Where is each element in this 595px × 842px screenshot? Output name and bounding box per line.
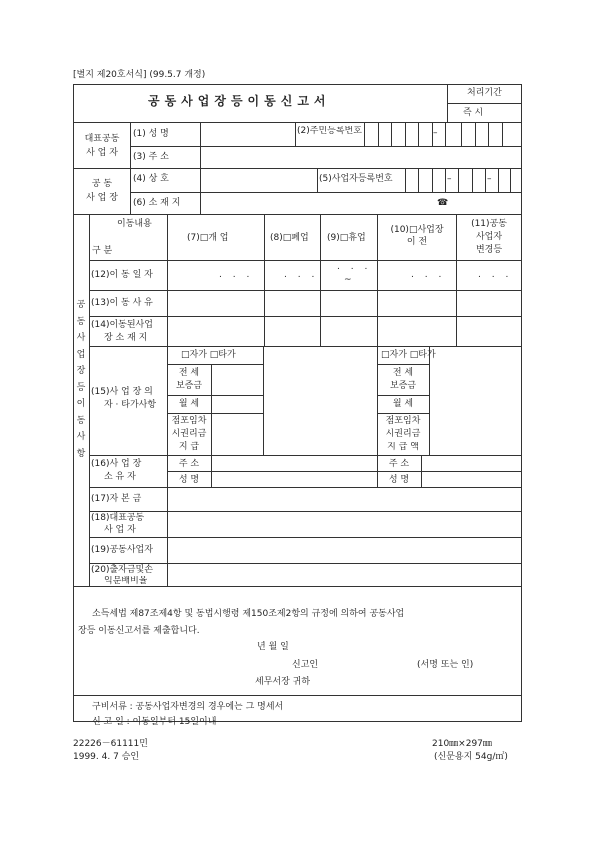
phone-icon: ☎ [437, 198, 449, 208]
premium-label-right-2: 시권리금 [385, 429, 421, 439]
col-open-checkbox[interactable]: (7)□개 업 [187, 233, 229, 243]
rep-name-label: (1) 성 명 [133, 129, 169, 139]
owner-name-label-left: 성 명 [178, 475, 200, 485]
col-partner-change-3: 변경등 [475, 245, 503, 255]
location-field[interactable] [201, 193, 431, 213]
rep-group-label-2: 사 업 자 [86, 148, 118, 158]
rep-address-label: (3) 주 소 [133, 152, 169, 162]
deposit-label-right-1: 전 세 [392, 368, 414, 378]
date-dots-open: . . . [219, 270, 254, 280]
row-ownership-label-2: 자 · 타가사항 [104, 400, 157, 410]
declarant-label: 신고인 [292, 660, 319, 670]
processing-period-label: 처리기간 [467, 88, 502, 98]
rep-name-field[interactable] [201, 123, 293, 145]
required-docs: 구비서류 : 공동사업자변경의 경우에는 그 명세서 [92, 702, 284, 712]
date-dots-partner: . . . [478, 270, 513, 280]
row-rep-partner-label-1: (18)대표공동 [91, 513, 145, 523]
premium-label-right-3: 지 급 액 [387, 442, 419, 452]
own-rent-checkbox-left[interactable]: □자가 □타가 [181, 350, 236, 360]
deposit-label-right-2: 보증금 [389, 381, 417, 391]
corner-bottom-label: 구 분 [92, 246, 113, 256]
rep-rrn-label: (2)주민등록번호 [297, 126, 362, 136]
row-rep-partner-label-2: 사 업 자 [104, 525, 136, 535]
row-capital-label: (17)자 본 금 [91, 494, 142, 504]
location-label: (6) 소 재 지 [133, 198, 181, 208]
paper-size: 210㎜×297㎜ [432, 739, 492, 749]
col-close-checkbox[interactable]: (8)□폐업 [270, 233, 309, 243]
approval-date: 1999. 4. 7 승인 [73, 752, 140, 762]
biz-group-label-2: 사 업 장 [86, 193, 118, 203]
processing-period-value: 즉 시 [463, 108, 484, 118]
deposit-label-left-1: 전 세 [178, 368, 200, 378]
trade-name-label: (4) 상 호 [133, 174, 169, 184]
col-suspend-checkbox[interactable]: (9)□휴업 [327, 233, 366, 243]
suspend-tilde: ~ [344, 275, 352, 285]
declaration-date: 년 월 일 [257, 642, 289, 652]
date-dots-close: . . . [284, 270, 319, 280]
premium-label-left-2: 시권리금 [171, 429, 207, 439]
owner-addr-label-right: 주 소 [388, 459, 410, 469]
row-owner-label-2: 소 유 자 [104, 472, 136, 482]
date-dots-relocate: . . . [411, 270, 446, 280]
trade-name-field[interactable] [201, 169, 315, 191]
row-owner-label-1: (16)사 업 장 [91, 459, 142, 469]
row-partners-label: (19)공동사업자 [91, 545, 153, 555]
col-partner-change-1: (11)공동 [471, 219, 507, 229]
row-ownership-label-1: (15)사 업 장 의 [91, 387, 153, 397]
date-dots-suspend-start: . . . [337, 262, 372, 272]
owner-name-label-right: 성 명 [388, 475, 410, 485]
row-new-location-label-2: 장 소 재 지 [104, 333, 148, 343]
rep-address-field[interactable] [201, 147, 519, 167]
declaration-line-1: 소득세법 제87조제4항 및 동법시행령 제150조제2항의 규정에 의하여 공동사업 [92, 609, 405, 619]
monthly-label-right: 월 세 [392, 399, 414, 409]
biz-group-label-1: 공 동 [91, 179, 113, 189]
premium-label-right-1: 점포임차 [385, 416, 421, 426]
recipient-label: 세무서장 귀하 [255, 677, 311, 687]
declaration-line-2: 장등 이동신고서를 제출합니다. [78, 626, 200, 636]
form-title: 공동사업장등이동신고서 [148, 94, 331, 108]
form-number: [별지 제20호서식] (99.5.7 개정) [73, 70, 206, 80]
side-label: 공동사업장등이동사항 [76, 300, 86, 459]
owner-addr-label-left: 주 소 [178, 459, 200, 469]
brn-dash-2: – [487, 174, 492, 184]
deposit-label-left-2: 보증금 [175, 381, 203, 391]
row-ratio-label-1: (20)출자금및손 [91, 565, 153, 575]
own-rent-checkbox-right[interactable]: □자가 □타가 [381, 350, 436, 360]
signature-label: (서명 또는 인) [417, 660, 474, 670]
rrn-dash: – [433, 128, 438, 138]
row-reason-label: (13)이 동 사 유 [91, 298, 153, 308]
premium-label-left-1: 점포임차 [171, 416, 207, 426]
filing-deadline: 신 고 일 : 이동일부터 15일이내 [92, 717, 217, 727]
col-partner-change-2: 사업자 [475, 232, 503, 242]
brn-label: (5)사업자등록번호 [319, 174, 393, 184]
premium-label-left-3: 지 급 [178, 442, 200, 452]
corner-top-label: 이동내용 [117, 219, 152, 229]
col-relocate-checkbox[interactable]: (10)□사업장 [390, 225, 444, 235]
row-ratio-label-2: 익분배비율 [104, 576, 148, 586]
rep-group-label-1: 대표공동 [84, 134, 120, 144]
col-relocate-sub: 이 전 [406, 237, 428, 247]
row-change-date-label: (12)이 동 일 자 [91, 270, 153, 280]
form-code: 22226－61111민 [73, 739, 148, 749]
monthly-label-left: 월 세 [178, 399, 200, 409]
paper-type: (신문용지 54g/㎡) [434, 752, 508, 762]
brn-dash-1: – [447, 174, 452, 184]
row-new-location-label-1: (14)이동된사업 [91, 320, 153, 330]
